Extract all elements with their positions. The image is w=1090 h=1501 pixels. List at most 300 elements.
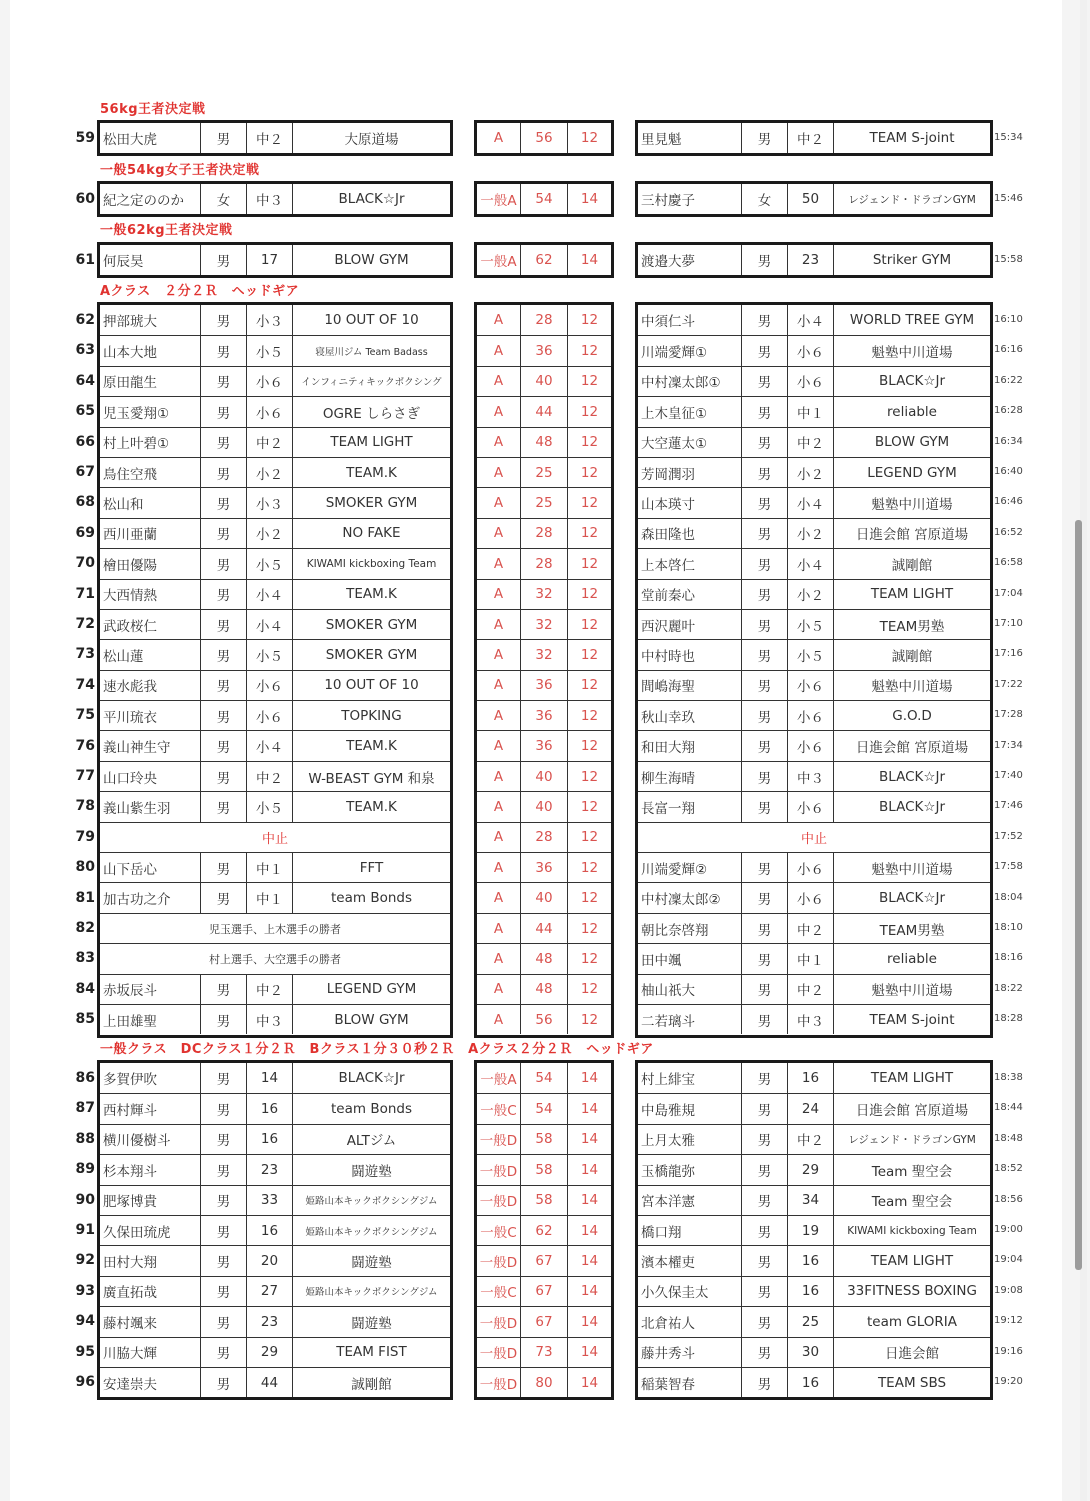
right-fighter-gym: BLACK☆Jr (833, 367, 990, 396)
right-note: 中止 (800, 831, 827, 847)
bout-class: A (493, 829, 504, 846)
right-fighter-sex: 男 (741, 1368, 787, 1397)
bout-weight: 28 (520, 549, 567, 578)
bout-rounds: 14 (567, 1125, 611, 1154)
left-fighter-gym: 闘遊塾 (292, 1307, 450, 1336)
left-fighter-grade: 23 (246, 1155, 292, 1184)
right-fighter-gym: TEAM LIGHT (833, 580, 990, 609)
left-fighter-gym: 闘遊塾 (292, 1155, 450, 1184)
left-fighter-sex: 男 (200, 1005, 246, 1034)
bout-class: 一般C (480, 1224, 517, 1241)
table-row (477, 974, 611, 1004)
table-row (100, 852, 450, 882)
bout-time: 16:40 (994, 466, 1023, 477)
table-row (638, 761, 990, 791)
right-fighter-name: 濱本櫂吏 (641, 1255, 695, 1272)
table-row (477, 1367, 611, 1397)
bout-number: 94 (75, 1313, 95, 1330)
left-fighter-name: 山口玲央 (103, 770, 157, 787)
right-fighter-sex: 男 (741, 1186, 787, 1215)
bout-rounds: 12 (567, 914, 611, 943)
left-fighter-sex: 男 (200, 1338, 246, 1367)
bout-time: 15:34 (994, 132, 1023, 143)
left-fighter-gym: BLOW GYM (292, 1005, 450, 1034)
table-row (100, 427, 450, 457)
right-fighter-gym: BLACK☆Jr (833, 792, 990, 821)
table-row (100, 670, 450, 700)
right-fighter-grade: 中２ (787, 975, 833, 1004)
right-fighter-gym: 33FITNESS BOXING (833, 1277, 990, 1306)
table-row (638, 548, 990, 578)
right-fighter-sex: 男 (741, 944, 787, 973)
left-fighter-name: 山下岳心 (103, 861, 157, 878)
left-fighter-sex: 男 (200, 701, 246, 730)
table-row (477, 579, 611, 609)
right-fighter-sex: 男 (741, 1155, 787, 1184)
bout-number: 95 (75, 1343, 95, 1360)
left-fighter-gym: 姫路山本キックボクシングジム (292, 1277, 450, 1306)
bout-class: A (493, 312, 504, 329)
bout-weight: 40 (520, 883, 567, 912)
left-fighter-name: 平川琉衣 (103, 709, 157, 726)
bout-number: 59 (75, 130, 95, 146)
bout-rounds: 12 (567, 123, 611, 153)
table-row (638, 822, 990, 852)
left-fighter-grade: 小４ (246, 731, 292, 760)
table-row (638, 943, 990, 973)
table-row (100, 245, 450, 275)
left-fighter-name: 田村大翔 (103, 1255, 157, 1272)
right-fighter-grade: 小６ (787, 367, 833, 396)
right-fighter-name: 中村凜太郎② (641, 892, 721, 909)
bout-number: 69 (75, 524, 95, 541)
bout-class: 一般D (479, 1194, 518, 1211)
bout-class: A (493, 343, 504, 360)
left-fighter-grade: 小２ (246, 458, 292, 487)
bout-weight: 36 (520, 336, 567, 365)
table-row (477, 1306, 611, 1336)
right-fighter-grade: 小４ (787, 488, 833, 517)
table-row (477, 1093, 611, 1123)
bout-rounds: 14 (567, 1063, 611, 1093)
bout-time: 18:22 (994, 982, 1023, 994)
left-fighter-grade: 中３ (246, 1005, 292, 1034)
bout-rounds: 12 (567, 367, 611, 396)
bout-class-table (474, 1060, 614, 1400)
left-fighter-gym: 闘遊塾 (292, 1246, 450, 1275)
left-fighter-sex: 男 (200, 305, 246, 335)
right-corner-table (635, 120, 993, 156)
left-fighter-name: 肥塚博貴 (103, 1194, 157, 1211)
bout-class: A (493, 798, 504, 815)
table-row (477, 670, 611, 700)
bout-time: 19:12 (994, 1315, 1023, 1327)
table-row (100, 1185, 450, 1215)
left-fighter-sex: 男 (200, 519, 246, 548)
bout-number: 92 (75, 1252, 95, 1269)
bout-number: 88 (75, 1130, 95, 1147)
left-fighter-gym: KIWAMI kickboxing Team (292, 549, 450, 578)
bout-weight: 48 (520, 428, 567, 457)
right-fighter-name: 和田大翔 (641, 740, 695, 757)
bout-class: A (493, 981, 504, 998)
bout-rounds: 12 (567, 397, 611, 426)
right-fighter-name: 柚山祇大 (641, 983, 695, 1000)
left-fighter-gym: 10 OUT OF 10 (292, 671, 450, 700)
table-row (100, 579, 450, 609)
right-fighter-gym: 日進会館 宮原道場 (833, 731, 990, 760)
right-fighter-grade: 小６ (787, 731, 833, 760)
right-fighter-name: 堂前秦心 (641, 588, 695, 605)
bout-weight: 40 (520, 762, 567, 791)
table-row (477, 518, 611, 548)
bout-time: 18:10 (994, 922, 1023, 933)
right-fighter-name: 秋山幸玖 (641, 709, 695, 726)
table-row (100, 1063, 450, 1093)
right-fighter-sex: 男 (741, 488, 787, 517)
bout-class: 一般C (480, 1285, 517, 1302)
bout-number: 60 (75, 191, 95, 207)
bout-weight: 58 (520, 1125, 567, 1154)
bout-class: 一般D (479, 1163, 518, 1180)
left-fighter-grade: 27 (246, 1277, 292, 1306)
bout-number: 72 (75, 616, 95, 632)
right-fighter-grade: 中３ (787, 762, 833, 791)
left-fighter-sex: 男 (200, 640, 246, 669)
right-fighter-sex: 男 (741, 245, 787, 275)
table-row (477, 305, 611, 335)
table-row (100, 1093, 450, 1123)
table-row (638, 396, 990, 426)
bout-rounds: 12 (567, 853, 611, 882)
left-fighter-sex: 男 (200, 1277, 246, 1306)
left-fighter-name: 松田大虎 (103, 132, 157, 149)
bout-weight: 80 (520, 1368, 567, 1397)
bout-number: 84 (75, 980, 95, 997)
bout-weight: 48 (520, 944, 567, 973)
table-row (638, 123, 990, 153)
bout-time: 16:34 (994, 435, 1023, 447)
table-row (100, 700, 450, 730)
bout-weight: 62 (520, 1216, 567, 1245)
right-fighter-sex: 男 (741, 367, 787, 396)
left-fighter-sex: 男 (200, 1246, 246, 1275)
right-fighter-grade: 中１ (787, 397, 833, 426)
left-fighter-sex: 男 (200, 488, 246, 517)
right-fighter-gym: TEAM S-joint (833, 1005, 990, 1034)
right-fighter-sex: 女 (741, 184, 787, 214)
left-fighter-sex: 男 (200, 580, 246, 609)
right-fighter-gym: TEAM SBS (833, 1368, 990, 1397)
left-fighter-grade: 小４ (246, 610, 292, 639)
bout-rounds: 14 (567, 1094, 611, 1123)
left-fighter-grade: 中２ (246, 123, 292, 153)
bout-time: 17:46 (994, 800, 1023, 812)
bout-class: A (493, 373, 504, 390)
bout-number: 77 (75, 768, 95, 784)
table-row (477, 457, 611, 487)
right-fighter-name: 藤井秀斗 (641, 1346, 695, 1363)
left-fighter-grade: 小４ (246, 580, 292, 609)
right-fighter-sex: 男 (741, 1094, 787, 1123)
bout-time: 18:48 (994, 1132, 1023, 1144)
left-fighter-sex: 男 (200, 762, 246, 791)
table-row (638, 1004, 990, 1034)
right-fighter-name: 里見魁 (641, 132, 682, 149)
table-row (477, 761, 611, 791)
bout-time: 17:16 (994, 648, 1023, 660)
left-fighter-gym: LEGEND GYM (292, 975, 450, 1004)
table-row (100, 943, 450, 973)
left-fighter-gym: TEAM.K (292, 580, 450, 609)
left-fighter-grade: 23 (246, 1307, 292, 1336)
left-fighter-name: 原田龍生 (103, 375, 157, 392)
right-fighter-sex: 男 (741, 1307, 787, 1336)
right-fighter-gym: KIWAMI kickboxing Team (833, 1216, 990, 1245)
right-fighter-gym: WORLD TREE GYM (833, 305, 990, 335)
bout-rounds: 12 (567, 519, 611, 548)
right-fighter-grade: 34 (787, 1186, 833, 1215)
table-row (477, 882, 611, 912)
left-fighter-gym: TEAM.K (292, 731, 450, 760)
right-fighter-gym: reliable (833, 944, 990, 973)
bout-number: 93 (75, 1282, 95, 1299)
table-row (638, 1367, 990, 1397)
bout-number: 85 (75, 1011, 95, 1028)
table-row (638, 1093, 990, 1123)
right-fighter-sex: 男 (741, 701, 787, 730)
left-fighter-gym: SMOKER GYM (292, 610, 450, 639)
bout-time: 16:58 (994, 557, 1023, 569)
table-row (638, 184, 990, 214)
bout-weight: 44 (520, 397, 567, 426)
right-fighter-sex: 男 (741, 458, 787, 487)
bout-class: 一般D (479, 1255, 518, 1272)
bout-number: 74 (75, 676, 95, 693)
bout-time: 17:40 (994, 770, 1023, 781)
scrollbar-thumb[interactable] (1075, 520, 1082, 1270)
table-row (477, 1276, 611, 1306)
right-fighter-name: 稲葉智春 (641, 1376, 695, 1393)
left-fighter-grade: 16 (246, 1125, 292, 1154)
table-row (100, 1245, 450, 1275)
table-row (638, 913, 990, 943)
bout-class: 一般A (480, 254, 517, 271)
bout-rounds: 12 (567, 792, 611, 821)
right-fighter-grade: 小２ (787, 519, 833, 548)
bout-time: 19:16 (994, 1345, 1023, 1357)
bout-time: 17:28 (994, 709, 1023, 721)
right-fighter-name: 西沢麗叶 (641, 618, 695, 635)
table-row (477, 822, 611, 852)
bout-class: A (493, 586, 504, 603)
table-row (100, 1124, 450, 1154)
bout-number: 71 (75, 585, 95, 602)
left-fighter-name: 紀之定ののか (103, 193, 184, 210)
bout-class: A (493, 1011, 504, 1028)
right-fighter-sex: 男 (741, 1216, 787, 1245)
bout-number: 82 (75, 920, 95, 936)
table-row (638, 974, 990, 1004)
bout-class: A (493, 890, 504, 907)
right-fighter-sex: 男 (741, 1005, 787, 1034)
bout-rounds: 12 (567, 883, 611, 912)
bout-rounds: 14 (567, 1307, 611, 1336)
left-fighter-gym: OGRE しらさぎ (292, 397, 450, 426)
table-row (477, 184, 611, 214)
left-fighter-gym: team Bonds (292, 1094, 450, 1123)
right-fighter-name: 三村慶子 (641, 193, 695, 210)
bout-class: A (493, 950, 504, 967)
bout-number: 80 (75, 859, 95, 876)
right-fighter-grade: 小６ (787, 792, 833, 821)
table-row (477, 1245, 611, 1275)
left-fighter-sex: 男 (200, 975, 246, 1004)
table-row (638, 1154, 990, 1184)
right-fighter-gym: Striker GYM (833, 245, 990, 275)
table-row (100, 1367, 450, 1397)
left-fighter-name: 何辰昊 (103, 254, 144, 271)
table-row (477, 427, 611, 457)
right-fighter-name: 間嶋海聖 (641, 679, 695, 696)
left-fighter-name: 大西情熱 (103, 588, 157, 605)
bout-time: 18:16 (994, 952, 1023, 964)
left-fighter-grade: 小３ (246, 305, 292, 335)
bout-rounds: 12 (567, 305, 611, 335)
right-fighter-grade: 小６ (787, 853, 833, 882)
left-fighter-gym: NO FAKE (292, 519, 450, 548)
bout-time: 17:34 (994, 739, 1023, 751)
bout-rounds: 12 (567, 944, 611, 973)
bout-weight: 67 (520, 1277, 567, 1306)
bout-rounds: 12 (567, 580, 611, 609)
right-fighter-sex: 男 (741, 640, 787, 669)
bout-weight: 54 (520, 1063, 567, 1093)
right-fighter-gym: BLACK☆Jr (833, 883, 990, 912)
bout-class: A (493, 646, 504, 663)
left-fighter-sex: 男 (200, 458, 246, 487)
bout-weight: 40 (520, 792, 567, 821)
left-fighter-sex: 男 (200, 792, 246, 821)
right-fighter-gym: 日進会館 宮原道場 (833, 519, 990, 548)
table-row (477, 1337, 611, 1367)
bout-time: 18:44 (994, 1102, 1023, 1114)
bout-class: 一般D (479, 1346, 518, 1363)
bout-time: 15:46 (994, 193, 1023, 204)
bout-weight: 36 (520, 731, 567, 760)
left-note: 中止 (261, 831, 288, 847)
section-title: 一般62kg王者決定戦 (100, 223, 233, 238)
right-fighter-name: 長富一翔 (641, 800, 695, 817)
right-fighter-gym: TEAM男塾 (833, 914, 990, 943)
bout-time: 17:22 (994, 678, 1023, 690)
table-row (477, 1004, 611, 1034)
right-corner-table (635, 1060, 993, 1400)
left-fighter-name: 多賀伊吹 (103, 1072, 157, 1089)
bout-weight: 32 (520, 610, 567, 639)
bout-weight: 25 (520, 458, 567, 487)
bout-time: 17:52 (994, 830, 1023, 842)
bout-rounds: 14 (567, 1186, 611, 1215)
bout-class: A (493, 768, 504, 785)
left-fighter-name: 上田雄聖 (103, 1013, 157, 1030)
bout-rounds: 12 (567, 458, 611, 487)
table-row (638, 609, 990, 639)
right-fighter-name: 田中颯 (641, 952, 682, 969)
bout-rounds: 14 (567, 1246, 611, 1275)
right-fighter-sex: 男 (741, 1063, 787, 1093)
right-fighter-name: 中島雅規 (641, 1103, 695, 1120)
right-fighter-grade: 30 (787, 1338, 833, 1367)
left-fighter-sex: 男 (200, 1307, 246, 1336)
left-corner-table (97, 120, 453, 156)
table-row (638, 670, 990, 700)
table-row (100, 791, 450, 821)
right-fighter-gym: 誠剛館 (833, 640, 990, 669)
right-fighter-sex: 男 (741, 1338, 787, 1367)
left-fighter-gym: ALTジム (292, 1125, 450, 1154)
bout-weight: 28 (520, 823, 567, 852)
bout-class-table (474, 302, 614, 1038)
right-fighter-gym: Team 聖空会 (833, 1155, 990, 1184)
bout-class: A (493, 920, 504, 937)
left-fighter-sex: 男 (200, 397, 246, 426)
bout-time: 19:20 (994, 1376, 1023, 1387)
right-fighter-name: 柳生海晴 (641, 770, 695, 787)
left-fighter-sex: 男 (200, 883, 246, 912)
left-fighter-gym: 姫路山本キックボクシングジム (292, 1216, 450, 1245)
right-fighter-grade: 小２ (787, 580, 833, 609)
left-corner-table (97, 181, 453, 217)
right-fighter-gym: 魁塾中川道場 (833, 488, 990, 517)
right-fighter-gym: 日進会館 宮原道場 (833, 1094, 990, 1123)
bout-number: 78 (75, 798, 95, 815)
left-fighter-gym: SMOKER GYM (292, 640, 450, 669)
bout-class: A (493, 525, 504, 542)
table-row (100, 730, 450, 760)
right-fighter-gym: BLACK☆Jr (833, 762, 990, 791)
table-row (100, 366, 450, 396)
left-fighter-sex: 男 (200, 336, 246, 365)
table-row (100, 639, 450, 669)
table-row (638, 730, 990, 760)
left-fighter-gym: FFT (292, 853, 450, 882)
bout-class: A (493, 434, 504, 451)
left-fighter-name: 廣直拓哉 (103, 1285, 157, 1302)
left-fighter-name: 押部琥大 (103, 314, 157, 331)
right-fighter-name: 小久保圭太 (641, 1285, 709, 1302)
right-fighter-sex: 男 (741, 519, 787, 548)
bout-number: 83 (75, 950, 95, 967)
left-fighter-sex: 男 (200, 1186, 246, 1215)
bout-number: 91 (75, 1222, 95, 1238)
bout-number: 70 (75, 555, 95, 572)
bout-number: 68 (75, 494, 95, 511)
right-fighter-grade: 50 (787, 184, 833, 214)
left-fighter-gym: BLACK☆Jr (292, 184, 450, 214)
right-fighter-name: 芳岡潤羽 (641, 466, 695, 483)
right-fighter-gym: TEAM男塾 (833, 610, 990, 639)
right-fighter-name: 山本瑛寸 (641, 497, 695, 514)
left-fighter-sex: 男 (200, 1155, 246, 1184)
bout-time: 18:28 (994, 1013, 1023, 1025)
table-row (100, 1154, 450, 1184)
bout-class: A (493, 403, 504, 420)
bout-rounds: 12 (567, 762, 611, 791)
bout-weight: 54 (520, 1094, 567, 1123)
bout-class: A (493, 677, 504, 694)
left-note: 村上選手、大空選手の勝者 (209, 952, 341, 966)
